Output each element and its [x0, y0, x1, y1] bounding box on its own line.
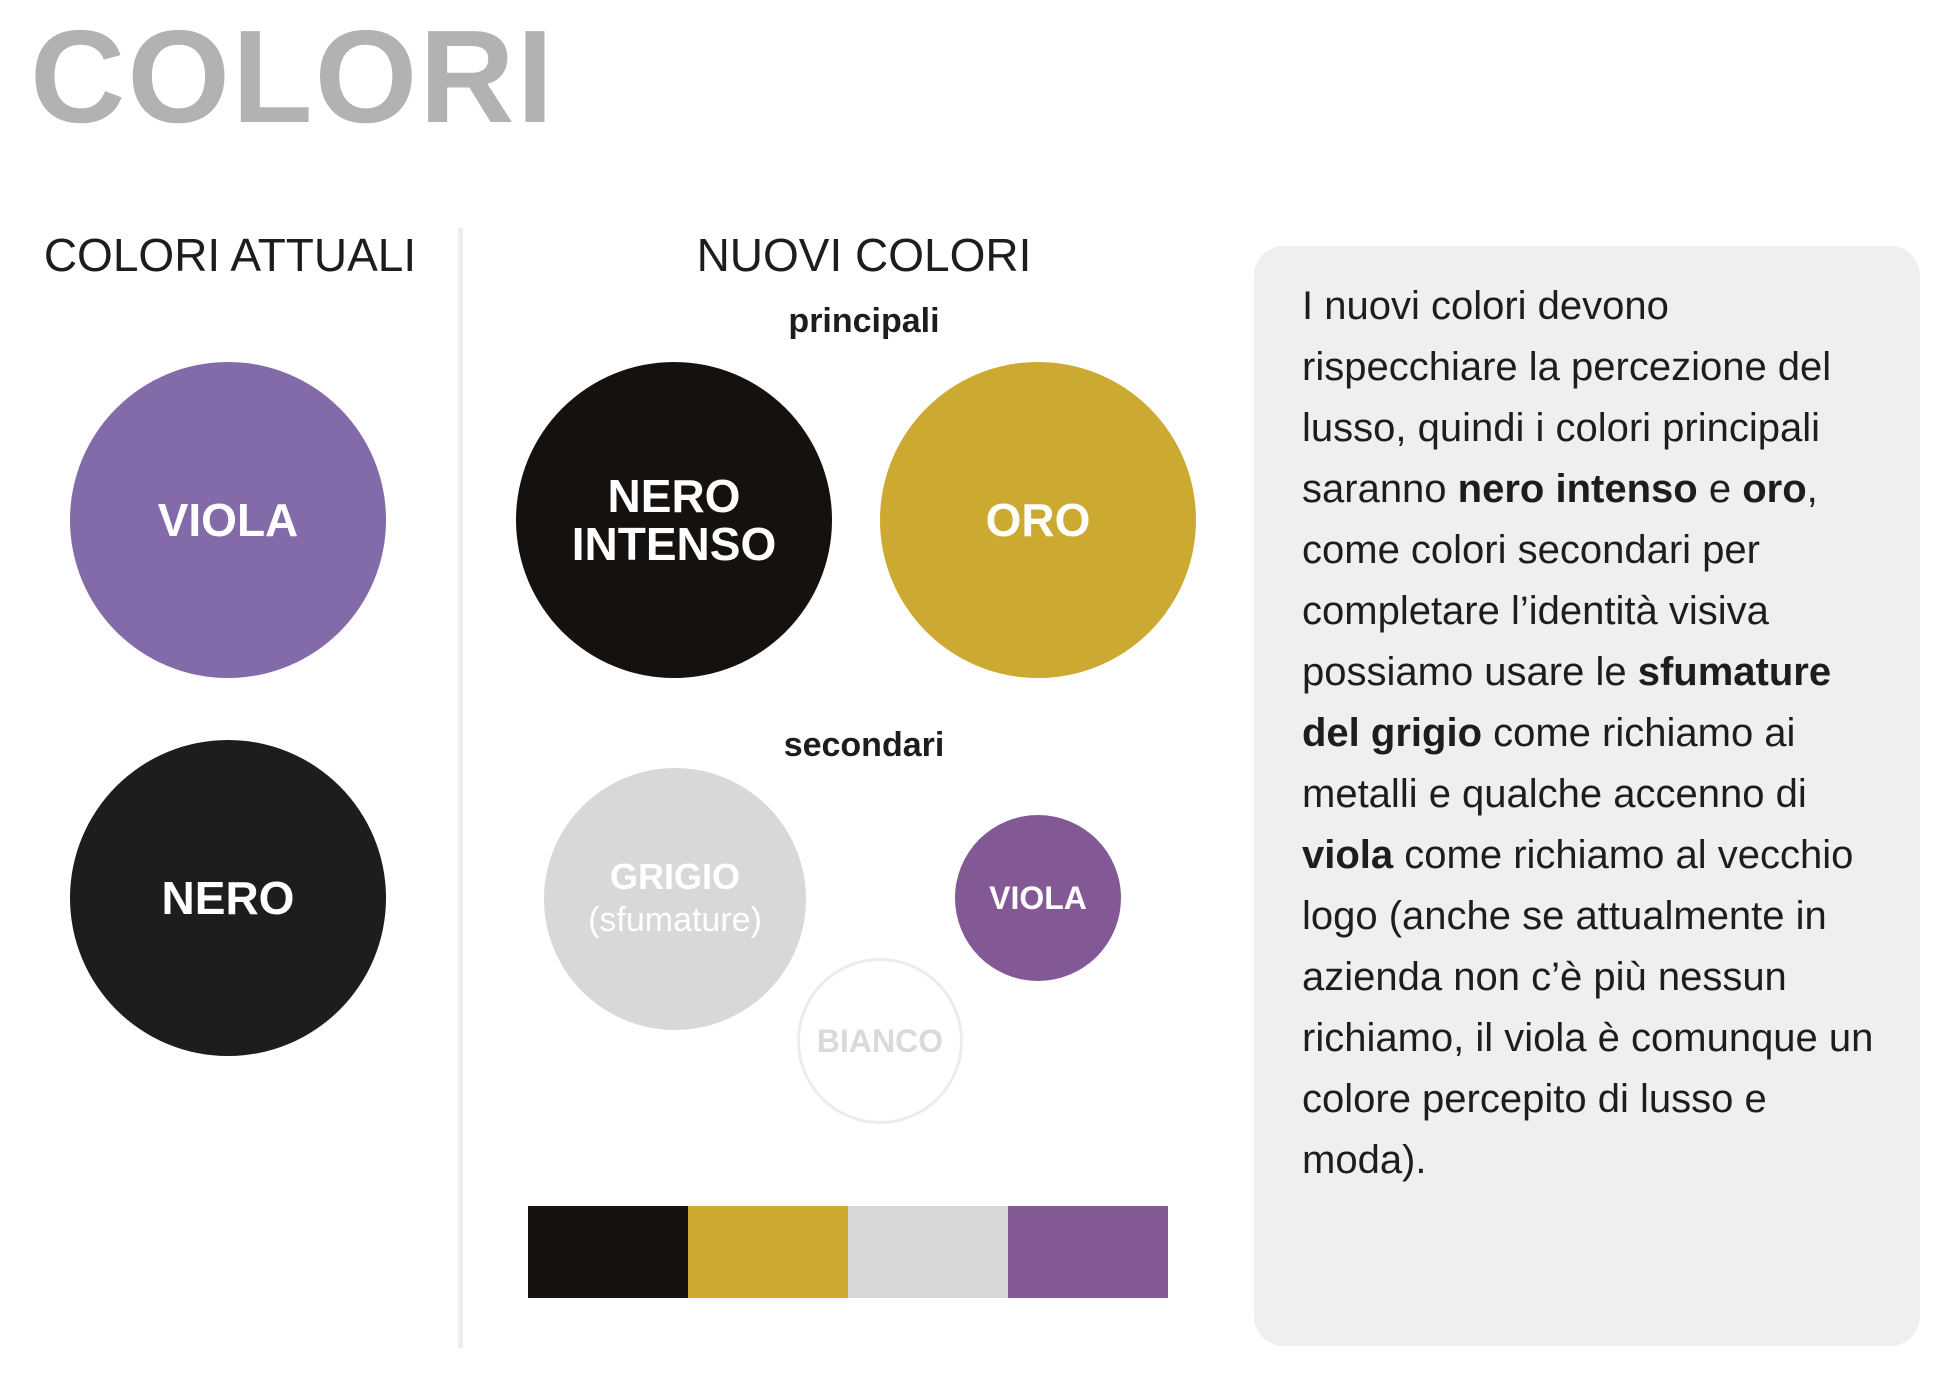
note-segment-bold: sfumature del grigio — [1302, 650, 1832, 755]
secondary-swatch-bianco — [797, 958, 963, 1124]
note-segment: , come colori secondari per completare l’identità visiva possiamo usare le — [1302, 467, 1818, 694]
primary-swatch-oro — [880, 362, 1196, 678]
secondary-swatch-grigio — [544, 768, 806, 1030]
note-segment: I nuovi colori devono rispecchiare la percezione del lusso, quindi i colori principali saranno — [1302, 284, 1832, 511]
current-swatch-nero-label: NERO — [161, 872, 295, 924]
current-swatch-viola-label: VIOLA — [157, 494, 299, 546]
current-colors-heading: COLORI ATTUALI — [43, 229, 417, 281]
new-colors-heading: NUOVI COLORI — [696, 229, 1032, 281]
secondary-swatch-viola — [955, 815, 1121, 981]
primary-colors-heading: principali — [788, 302, 940, 340]
explanation-text — [1302, 276, 1890, 1191]
current-swatch-nero — [70, 740, 386, 1056]
current-swatch-viola — [70, 362, 386, 678]
secondary-swatch-grigio-sublabel: (sfumature) — [588, 900, 762, 939]
note-segment-bold: nero intenso — [1457, 467, 1698, 511]
secondary-swatch-bianco-label: BIANCO — [816, 1023, 944, 1059]
secondary-colors-heading: secondari — [783, 726, 945, 764]
note-segment: come richiamo al vecchio logo (anche se attualmente in azienda non c’è più nessun richiamo, il viola è comunque un colore percepito di lusso e moda). — [1302, 833, 1874, 1182]
primary-swatch-nero-intenso-label-line2: INTENSO — [571, 518, 777, 570]
note-segment: come richiamo ai metalli e qualche accenno di — [1302, 711, 1807, 816]
palette-chip-oro — [688, 1206, 848, 1298]
secondary-swatch-viola-label: VIOLA — [989, 880, 1087, 916]
primary-swatch-oro-label: ORO — [985, 494, 1091, 546]
explanation-panel — [1254, 246, 1920, 1346]
primary-swatch-nero-intenso — [516, 362, 832, 678]
note-segment-bold: oro — [1742, 467, 1807, 511]
palette-chip-viola — [1008, 1206, 1168, 1298]
page-title: COLORI — [30, 3, 556, 150]
primary-swatch-nero-intenso-label-line1: NERO — [607, 470, 741, 522]
palette-chip-grigio — [848, 1206, 1008, 1298]
note-segment-bold: viola — [1302, 833, 1394, 877]
column-divider — [458, 228, 463, 1348]
palette-bar — [528, 1206, 1168, 1298]
note-segment: e — [1697, 467, 1743, 511]
palette-chip-nero — [528, 1206, 688, 1298]
secondary-swatch-grigio-label: GRIGIO — [609, 855, 740, 897]
